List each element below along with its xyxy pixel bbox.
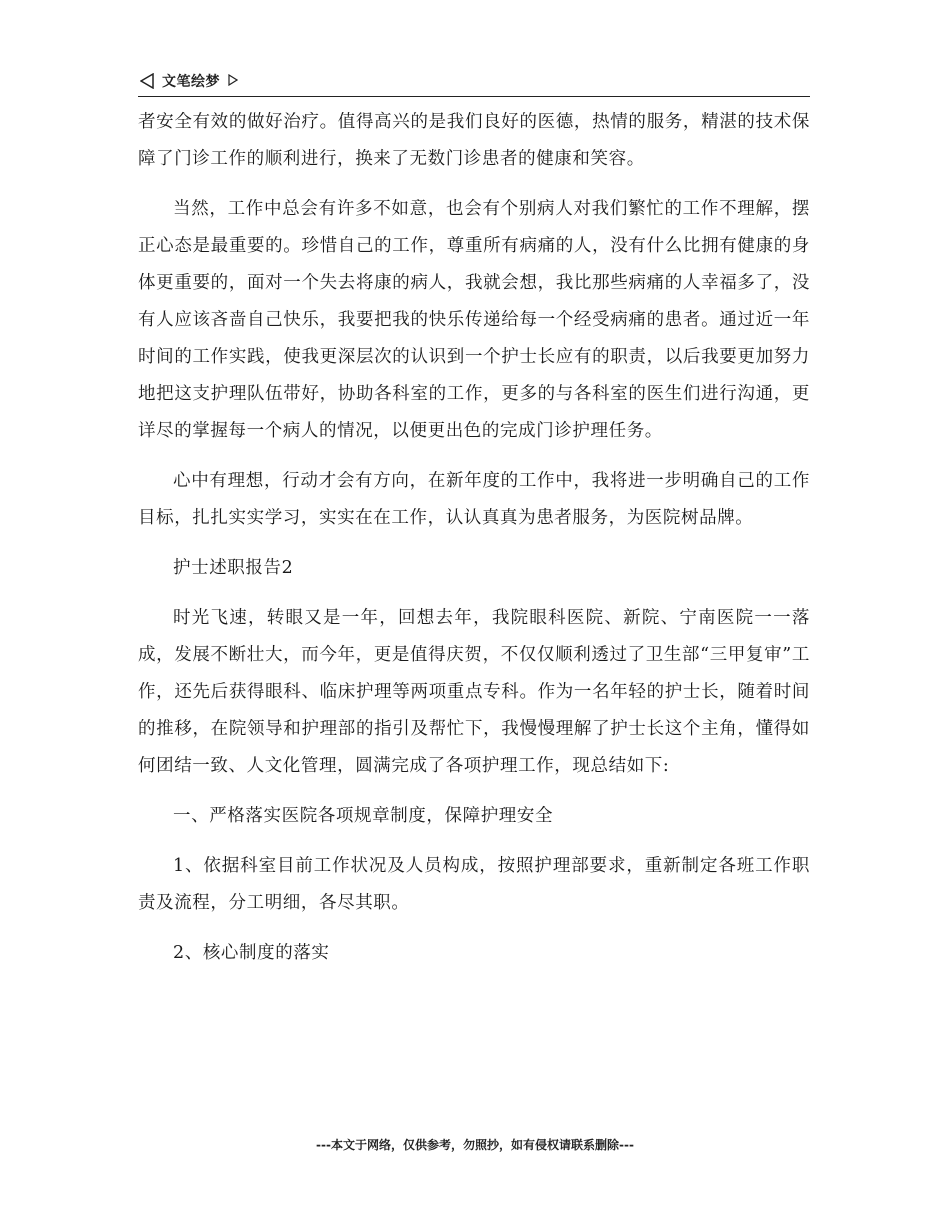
brand-name: 文笔绘梦 <box>162 74 220 90</box>
paragraph-review: 时光飞速，转眼又是一年，回想去年，我院眼科医院、新院、宁南医院一一落成，发展不断壮大，而今年，更是值得庆贺，不仅仅顺利透过了卫生部“三甲复审”工作，还先后获得眼科、临床护理等两项重点专科。作为一名年轻的护士长，随着时间的推移，在院领导和护理部的指引及帮忙下，我慢慢理解了护士长这个主角，懂得如何团结一致、人文化管理，圆满完成了各项护理工作，现总结如下: <box>138 608 810 776</box>
triangle-left-icon <box>140 73 154 89</box>
triangle-right-icon <box>228 74 238 86</box>
page-header <box>138 70 810 97</box>
paragraph-mindset: 当然，工作中总会有许多不如意，也会有个别病人对我们繁忙的工作不理解，摆正心态是最重要的。珍惜自己的工作，尊重所有病痛的人，没有什么比拥有健康的身体更重要的，面对一个失去将康的病人，我就会想，我比那些病痛的人幸福多了，没有人应该吝啬自己快乐，我要把我的快乐传递给每一个经受病痛的患者。通过近一年时间的工作实践，使我更深层次的认识到一个护士长应有的职责，以后我要更加努力地把这支护理队伍带好，协助各科室的工作，更多的与各科室的医生们进行沟通，更详尽的掌握每一个病人的情况，以便更出色的完成门诊护理任务。 <box>138 199 810 441</box>
document-body <box>138 104 810 972</box>
section-title: 护士述职报告2 <box>173 558 294 578</box>
paragraph-continuation: 者安全有效的做好治疗。值得高兴的是我们良好的医德，热情的服务，精湛的技术保障了门诊工作的顺利进行，换来了无数门诊患者的健康和笑容。 <box>138 112 810 169</box>
list-item-2: 2、核心制度的落实 <box>173 943 330 963</box>
heading-safety: 一、严格落实医院各项规章制度，保障护理安全 <box>173 806 554 826</box>
list-item-1: 1、依据科室目前工作状况及人员构成，按照护理部要求，重新制定各班工作职责及流程，分工明细，各尽其职。 <box>138 856 810 913</box>
footer-disclaimer: ---本文于网络，仅供参考，勿照抄，如有侵权请联系删除--- <box>316 1138 634 1152</box>
paragraph-goals: 心中有理想，行动才会有方向，在新年度的工作中，我将进一步明确自己的工作目标，扎扎实实学习，实实在在工作，认认真真为患者服务，为医院树品牌。 <box>138 471 810 528</box>
